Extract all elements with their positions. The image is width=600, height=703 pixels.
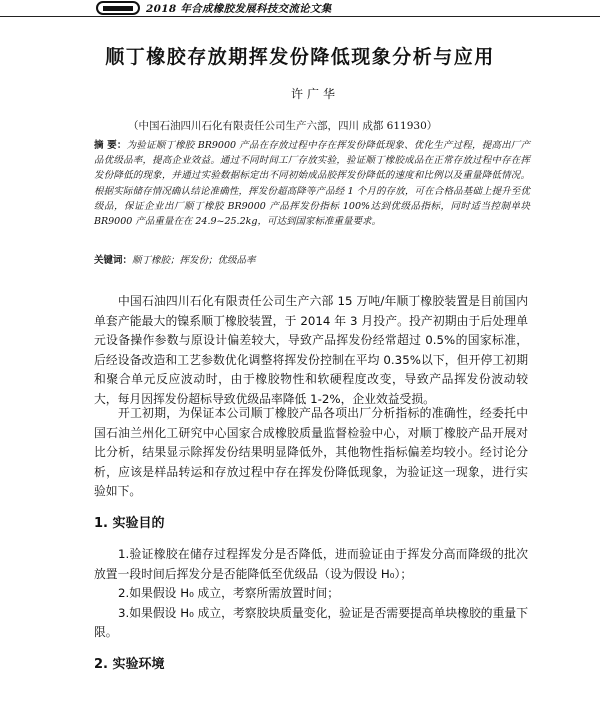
paper-title: 顺丁橡胶存放期挥发份降低现象分析与应用: [105, 46, 495, 68]
journal-logo-icon: [96, 1, 140, 15]
keywords-text: 顺丁橡胶；挥发份；优级品率: [132, 255, 256, 266]
section-heading-2: 2. 实验环境: [94, 657, 165, 672]
author-name: 许广华: [290, 87, 339, 101]
running-header: [0, 0, 600, 17]
affiliation: （中国石油四川石化有限责任公司生产六部，四川 成都 611930）: [128, 120, 438, 132]
section1-list: [94, 545, 528, 643]
section-heading-1: 1. 实验目的: [94, 516, 165, 531]
list-item: 1.验证橡胶在储存过程挥发分是否降低，进而验证由于挥发分高而降级的批次放置一段时间后挥发分是否能降低至优级品（设为假设 H₀）；: [94, 547, 528, 581]
list-item: 3.如果假设 H₀ 成立，考察胶块质量变化，验证是否需要提高单块橡胶的重量下限。: [94, 605, 528, 640]
intro-paragraph: 中国石油四川石化有限责任公司生产六部 15 万吨/年顺丁橡胶装置是目前国内单套产能最大的镍系顺丁橡胶装置，于 2014 年 3 月投产。投产初期由于后处理单元设备操作参数与原设计偏差较大，导致产品挥发份经常超过 0.5%的国家标准，后经设备改造和工艺参数优化调整将挥发份控制在平均 0.35%以下，但开停工初期和聚合单元反应波动时，由于橡胶物性和软硬程度改变，导致产品挥发份波动较大，每月因挥发份超标导致优级品率降低 1-2%，企业效益受损。: [94, 294, 528, 406]
keywords-label: 关键词：: [94, 255, 133, 266]
abstract: [94, 138, 530, 229]
list-item: 2.如果假设 H₀ 成立，考察所需放置时间；: [118, 586, 340, 601]
abstract-text: 为验证顺丁橡胶 BR9000 产品在存放过程中存在挥发份降低现象、优化生产过程，提高出厂产品优级品率，提高企业效益。通过不同时间工厂存放实验，验证顺丁橡胶成品在正常存放过程中存在挥发份降低的现象，并通过实验数据标定出不同初始成品胶挥发份降低的速度和比例以及重量降低情况。根据实际储存情况确认结论准确性，挥发份超高降等产品经 1 个月的存放，可在合格品基础上提升至优级品，保证企业出厂顺丁橡胶 BR9000 产品挥发份指标 100%达到优级品指标，同时适当控制单块 BR9000 产品重量在在 24.9~25.2kg，可达到国家标准重量要求。: [94, 140, 530, 228]
intro-paragraph: 开工初期，为保证本公司顺丁橡胶产品各项出厂分析指标的准确性，经委托中国石油兰州化工研究中心国家合成橡胶质量监督检验中心，对顺丁橡胶产品开展对比分析，结果显示除挥发份结果明显降低外，其他物性指标偏差均较小。经讨论分析，应该是样品转运和存放过程中存在挥发份降低现象，为验证这一现象，进行实验如下。: [94, 406, 528, 499]
journal-title: 2018 年合成橡胶发展科技交流论文集: [146, 3, 332, 15]
keywords: [94, 254, 530, 268]
intro-paragraph-2-block: [94, 404, 528, 502]
intro-paragraph-1-block: [94, 292, 528, 410]
abstract-label: 摘 要：: [94, 140, 127, 151]
